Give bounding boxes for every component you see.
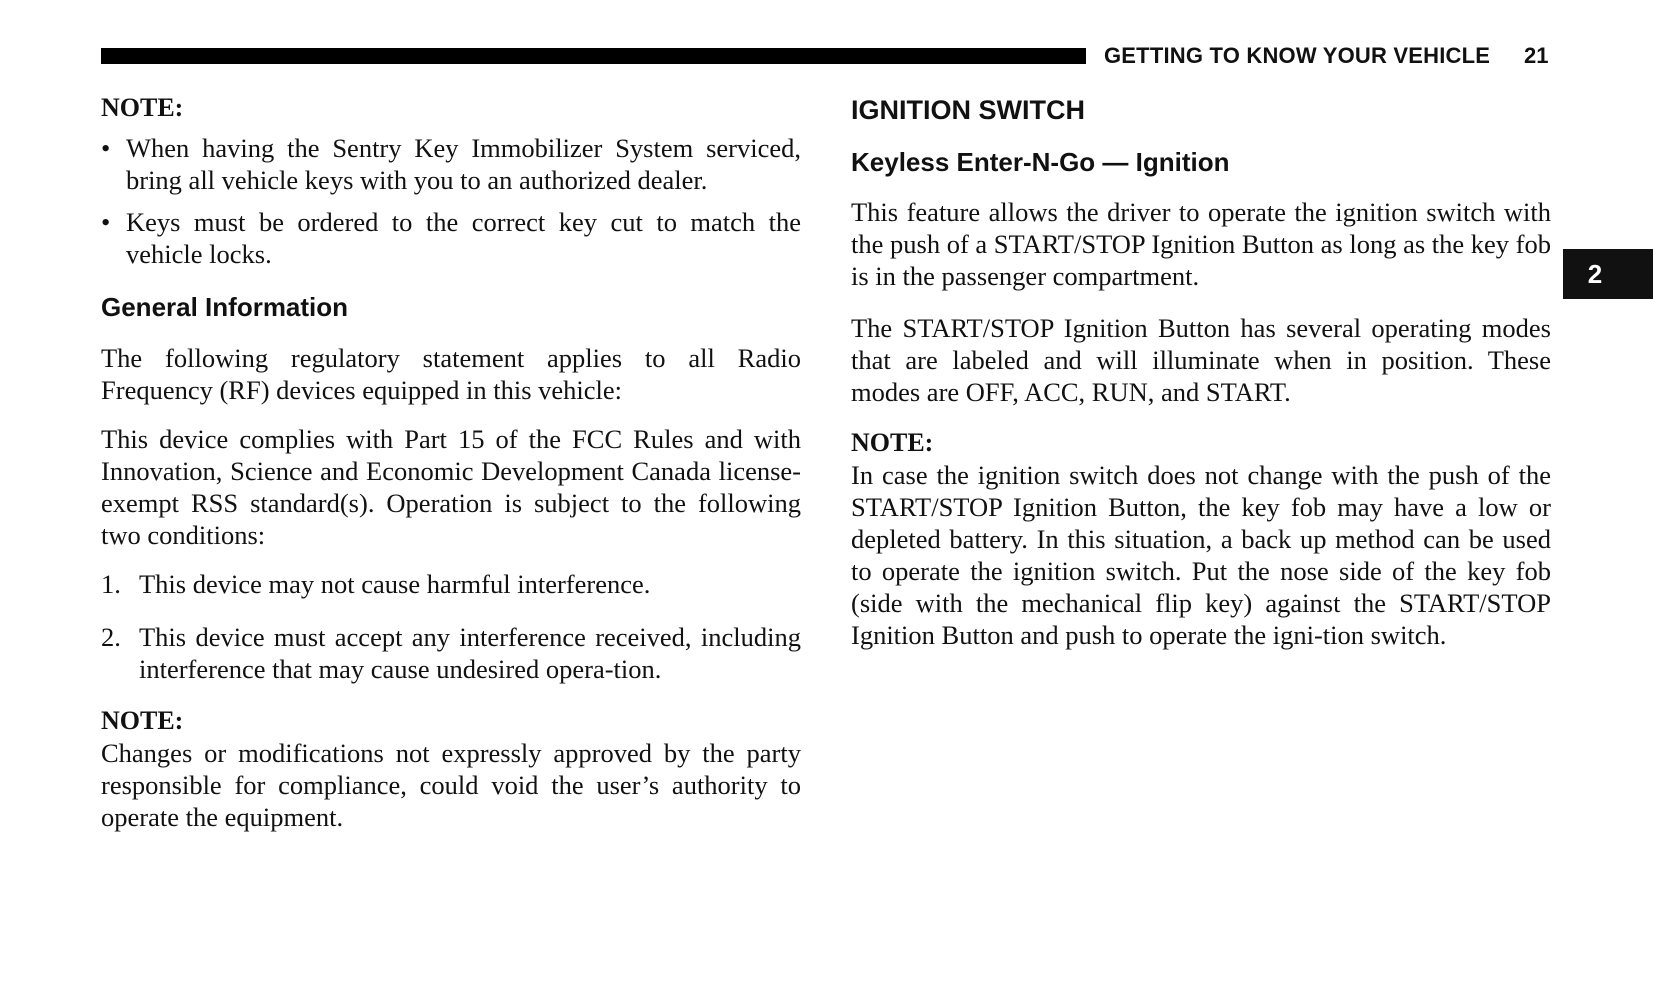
list-text: This device may not cause harmful interference.	[139, 569, 651, 599]
note-label: NOTE:	[851, 428, 934, 457]
paragraph: Changes or modifications not expressly approved by the party responsible for compliance, could void the user’s authority to operate the equipment.	[101, 738, 801, 832]
paragraph: In case the ignition switch does not change with the push of the START/STOP Ignition Button, the key fob may have a low or depleted battery. In this situation, a back up method can be used to operate the ignition switch. Put the nose side of the key fob (side with the mechanical flip key) against the START/STOP Ignition Button and push to operate the igni-tion switch.	[851, 460, 1551, 650]
bullet-icon: •	[101, 133, 111, 163]
chapter-tab: 2	[1563, 249, 1653, 299]
bullet-text: When having the Sentry Key Immobilizer System serviced, bring all vehicle keys with you to an authorized dealer.	[126, 133, 801, 195]
list-item	[101, 568, 801, 600]
page-number: 21	[1524, 43, 1549, 68]
list-item	[101, 206, 801, 270]
note-label: NOTE:	[101, 93, 184, 122]
bullet-text: Keys must be ordered to the correct key cut to match the vehicle locks.	[126, 207, 801, 269]
list-number: 1.	[101, 569, 121, 599]
left-column	[101, 92, 801, 833]
paragraph: The START/STOP Ignition Button has several operating modes that are labeled and will illuminate when in position. These modes are OFF, ACC, RUN, and START.	[851, 313, 1551, 407]
paragraph: This device complies with Part 15 of the FCC Rules and with Innovation, Science and Economic Development Canada license-exempt RSS standard(s). Operation is subject to the following two conditions:	[101, 424, 801, 550]
section-heading: IGNITION SWITCH	[851, 95, 1085, 125]
subsection-heading: Keyless Enter-N-Go — Ignition	[851, 147, 1230, 177]
list-item	[101, 621, 801, 685]
bullet-icon: •	[101, 207, 111, 237]
list-text: This device must accept any interference received, including interference that may cause undesired opera-tion.	[139, 622, 801, 684]
list-item	[101, 132, 801, 196]
paragraph: This feature allows the driver to operate the ignition switch with the push of a START/STOP Ignition Button as long as the key fob is in the passenger compartment.	[851, 197, 1551, 291]
paragraph: The following regulatory statement applies to all Radio Frequency (RF) devices equipped in this vehicle:	[101, 343, 801, 405]
note-label: NOTE:	[101, 706, 184, 735]
right-column	[851, 92, 1551, 651]
section-title: GETTING TO KNOW YOUR VEHICLE	[1104, 43, 1491, 68]
list-number: 2.	[101, 622, 121, 652]
general-info-heading: General Information	[101, 292, 349, 322]
header-rule	[101, 48, 1086, 64]
